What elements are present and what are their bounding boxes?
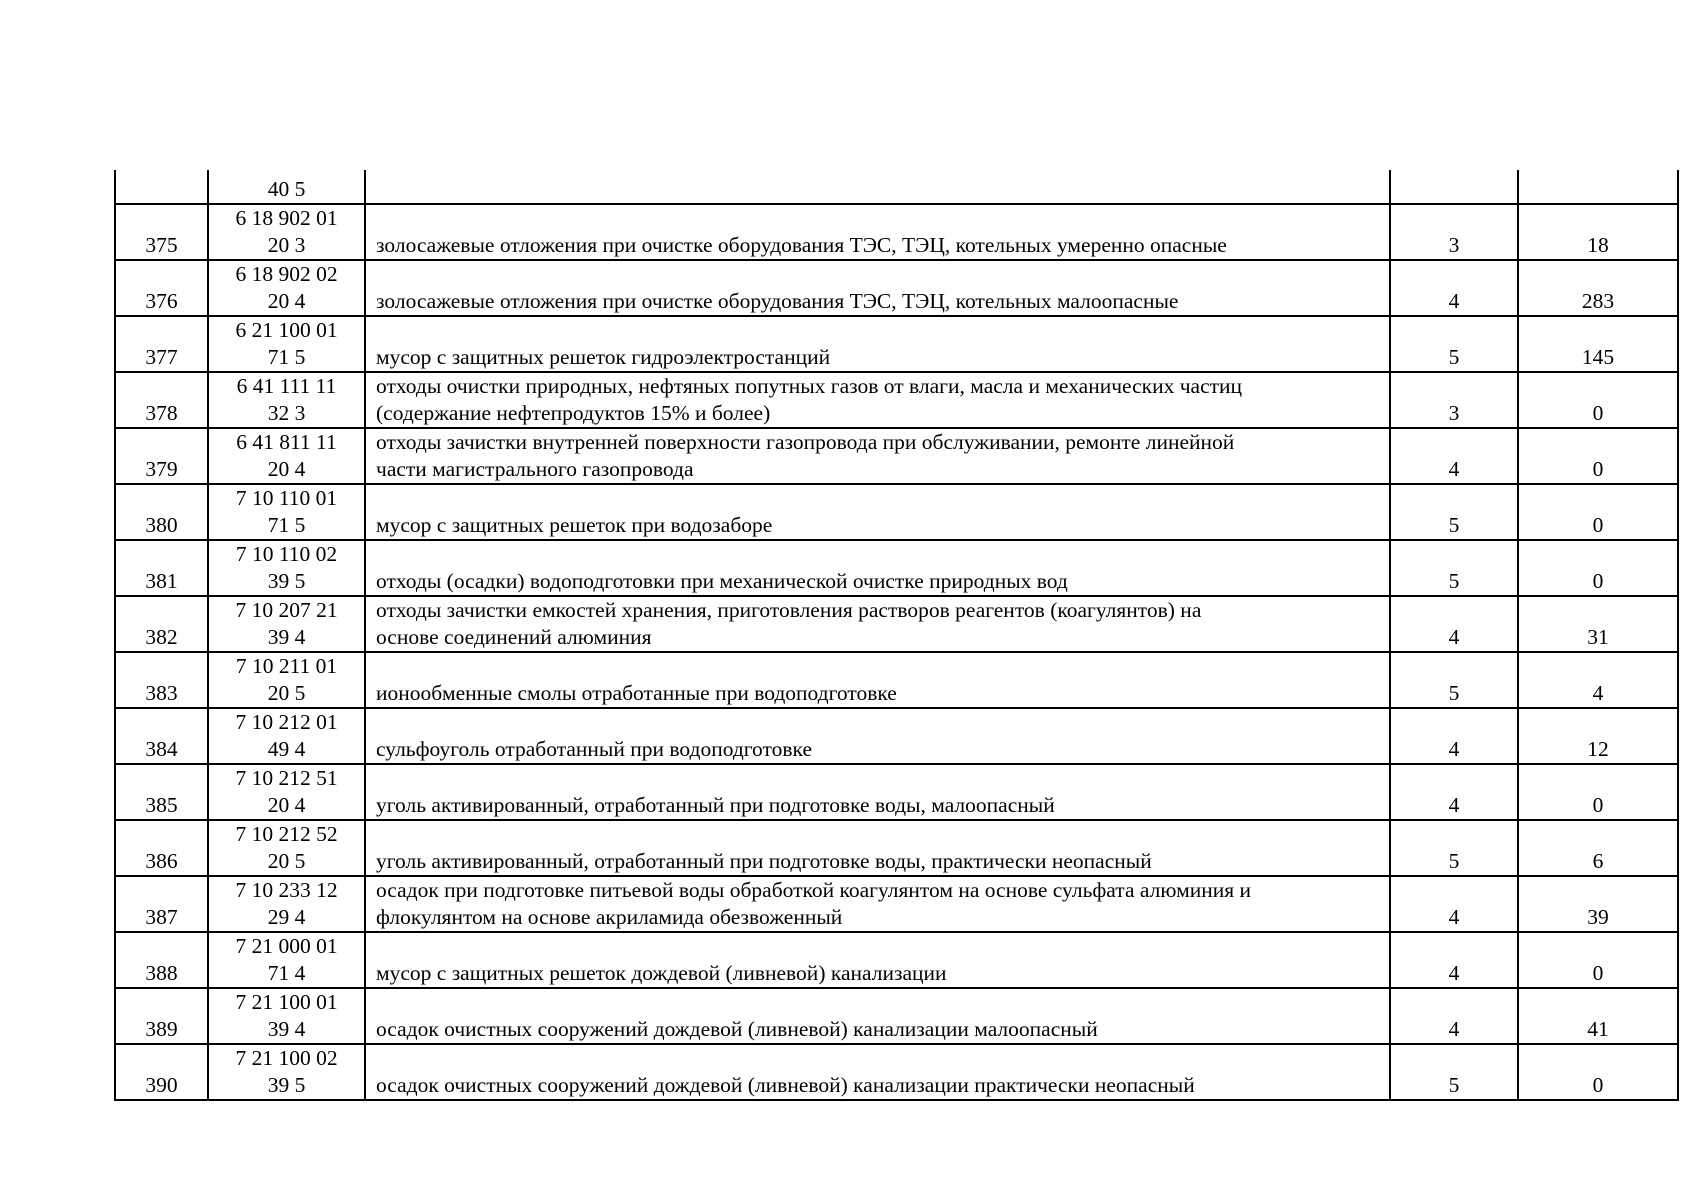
waste-name-line: сульфоуголь отработанный при водоподготовке <box>376 737 812 761</box>
waste-name-cell <box>365 764 1390 820</box>
hazard-class-cell: 4 <box>1390 708 1518 764</box>
table-row <box>115 820 1678 876</box>
row-number-cell: 390 <box>115 1044 208 1100</box>
waste-code-line: 39 4 <box>267 1017 306 1041</box>
table-row-continuation <box>115 170 1678 204</box>
waste-name-line: осадок очистных сооружений дождевой (ливневой) канализации практически неопасный <box>376 1073 1195 1097</box>
waste-name-cell <box>365 428 1390 484</box>
waste-code-cell <box>208 260 365 316</box>
table-row <box>115 484 1678 540</box>
waste-code-cell <box>208 596 365 652</box>
waste-code-line: 20 4 <box>267 793 306 817</box>
waste-name-line: основе соединений алюминия <box>376 625 652 649</box>
row-number-cell: 376 <box>115 260 208 316</box>
hazard-class-cell: 4 <box>1390 260 1518 316</box>
quantity-cell: 283 <box>1518 260 1678 316</box>
table-row <box>115 204 1678 260</box>
waste-code-cell <box>208 316 365 372</box>
waste-name-cell <box>365 652 1390 708</box>
row-number-cell: 375 <box>115 204 208 260</box>
hazard-class-cell: 3 <box>1390 204 1518 260</box>
waste-code-cell <box>208 484 365 540</box>
waste-code-line: 39 5 <box>267 569 306 593</box>
waste-name-cell <box>365 708 1390 764</box>
row-number-cell: 379 <box>115 428 208 484</box>
waste-name-cell <box>365 260 1390 316</box>
waste-code-line: 7 21 100 01 <box>235 990 338 1014</box>
waste-name-line: (содержание нефтепродуктов 15% и более) <box>376 401 771 425</box>
hazard-class-cell: 5 <box>1390 540 1518 596</box>
waste-code-line: 7 10 212 51 <box>235 766 338 790</box>
hazard-class-cell: 5 <box>1390 316 1518 372</box>
waste-code-cell <box>208 204 365 260</box>
waste-code-cell <box>208 652 365 708</box>
hazard-class-cell: 4 <box>1390 876 1518 932</box>
row-number-cell: 384 <box>115 708 208 764</box>
waste-name-line: отходы очистки природных, нефтяных попутных газов от влаги, масла и механических частиц <box>376 374 1243 398</box>
waste-code-cell <box>208 428 365 484</box>
row-number-cell: 381 <box>115 540 208 596</box>
row-number-cell: 377 <box>115 316 208 372</box>
waste-code-cell <box>208 1044 365 1100</box>
waste-code-line: 7 10 207 21 <box>235 598 338 622</box>
waste-name-line: осадок при подготовке питьевой воды обработкой коагулянтом на основе сульфата алюминия и <box>376 878 1252 902</box>
waste-code-cell <box>208 932 365 988</box>
waste-code-line: 7 10 110 01 <box>235 486 338 510</box>
waste-name-line: мусор с защитных решеток дождевой (ливневой) канализации <box>376 961 947 985</box>
waste-name-line: мусор с защитных решеток гидроэлектростанций <box>376 345 831 369</box>
waste-name-line: части магистрального газопровода <box>376 457 694 481</box>
quantity-cell: 0 <box>1518 540 1678 596</box>
table-row <box>115 988 1678 1044</box>
hazard-class-cell <box>1390 170 1518 204</box>
row-number-cell: 382 <box>115 596 208 652</box>
waste-code-line: 7 10 212 52 <box>235 822 338 846</box>
quantity-cell: 145 <box>1518 316 1678 372</box>
waste-code-line: 71 5 <box>267 345 306 369</box>
waste-name-line: золосажевые отложения при очистке оборудования ТЭС, ТЭЦ, котельных умеренно опасные <box>376 233 1227 257</box>
table-row <box>115 596 1678 652</box>
waste-name-line: отходы (осадки) водоподготовки при механической очистке природных вод <box>376 569 1068 593</box>
waste-name-cell <box>365 988 1390 1044</box>
quantity-cell: 0 <box>1518 1044 1678 1100</box>
waste-code-line: 6 41 811 11 <box>236 430 337 454</box>
hazard-class-cell: 4 <box>1390 428 1518 484</box>
waste-name-cell <box>365 596 1390 652</box>
waste-code-line: 32 3 <box>267 401 306 425</box>
table-row <box>115 1044 1678 1100</box>
waste-registry-table <box>114 170 1679 1101</box>
waste-name-cell <box>365 932 1390 988</box>
quantity-cell: 0 <box>1518 372 1678 428</box>
waste-name-line: ионообменные смолы отработанные при водоподготовке <box>376 681 897 705</box>
waste-name-line: отходы зачистки внутренней поверхности газопровода при обслуживании, ремонте линейной <box>376 430 1235 454</box>
waste-code-line: 29 4 <box>267 905 306 929</box>
waste-name-cell <box>365 484 1390 540</box>
waste-code-line: 40 5 <box>267 177 306 201</box>
hazard-class-cell: 5 <box>1390 484 1518 540</box>
waste-name-line: уголь активированный, отработанный при подготовке воды, практически неопасный <box>376 849 1152 873</box>
table-body <box>115 170 1678 1100</box>
waste-code-line: 71 5 <box>267 513 306 537</box>
row-number-cell: 387 <box>115 876 208 932</box>
waste-code-cell <box>208 764 365 820</box>
hazard-class-cell: 5 <box>1390 820 1518 876</box>
table-row <box>115 876 1678 932</box>
quantity-cell: 0 <box>1518 764 1678 820</box>
waste-name-line: осадок очистных сооружений дождевой (ливневой) канализации малоопасный <box>376 1017 1098 1041</box>
quantity-cell: 0 <box>1518 428 1678 484</box>
hazard-class-cell: 4 <box>1390 596 1518 652</box>
waste-code-line: 7 10 233 12 <box>235 878 338 902</box>
waste-code-cell <box>208 988 365 1044</box>
row-number-cell <box>115 170 208 204</box>
hazard-class-cell: 3 <box>1390 372 1518 428</box>
waste-code-line: 6 21 100 01 <box>235 318 338 342</box>
row-number-cell: 388 <box>115 932 208 988</box>
waste-code-line: 6 41 111 11 <box>236 374 337 398</box>
row-number-cell: 383 <box>115 652 208 708</box>
waste-code-line: 20 4 <box>267 289 306 313</box>
table-row <box>115 652 1678 708</box>
waste-name-cell <box>365 372 1390 428</box>
waste-name-cell <box>365 876 1390 932</box>
quantity-cell <box>1518 170 1678 204</box>
table-row <box>115 708 1678 764</box>
waste-name-line: отходы зачистки емкостей хранения, приготовления растворов реагентов (коагулянтов) на <box>376 598 1202 622</box>
hazard-class-cell: 5 <box>1390 652 1518 708</box>
row-number-cell: 378 <box>115 372 208 428</box>
waste-name-line: флокулянтом на основе акриламида обезвоженный <box>376 905 843 929</box>
quantity-cell: 41 <box>1518 988 1678 1044</box>
hazard-class-cell: 4 <box>1390 988 1518 1044</box>
waste-code-line: 39 5 <box>267 1073 306 1097</box>
waste-code-cell <box>208 170 365 204</box>
waste-name-line: уголь активированный, отработанный при подготовке воды, малоопасный <box>376 793 1055 817</box>
waste-name-cell <box>365 204 1390 260</box>
quantity-cell: 39 <box>1518 876 1678 932</box>
quantity-cell: 4 <box>1518 652 1678 708</box>
quantity-cell: 18 <box>1518 204 1678 260</box>
quantity-cell: 0 <box>1518 484 1678 540</box>
table-row <box>115 764 1678 820</box>
waste-code-line: 20 5 <box>267 681 306 705</box>
waste-code-line: 20 5 <box>267 849 306 873</box>
waste-code-line: 7 10 212 01 <box>235 710 338 734</box>
waste-name-cell <box>365 540 1390 596</box>
waste-code-line: 49 4 <box>267 737 306 761</box>
table-row <box>115 260 1678 316</box>
waste-name-cell <box>365 820 1390 876</box>
row-number-cell: 386 <box>115 820 208 876</box>
table-row <box>115 372 1678 428</box>
waste-code-line: 71 4 <box>267 961 306 985</box>
waste-name-line: золосажевые отложения при очистке оборудования ТЭС, ТЭЦ, котельных малоопасные <box>376 289 1179 313</box>
waste-name-line: мусор с защитных решеток при водозаборе <box>376 513 773 537</box>
waste-code-line: 39 4 <box>267 625 306 649</box>
table-row <box>115 316 1678 372</box>
waste-code-line: 7 21 000 01 <box>235 934 338 958</box>
hazard-class-cell: 4 <box>1390 932 1518 988</box>
waste-code-cell <box>208 372 365 428</box>
waste-name-cell <box>365 316 1390 372</box>
waste-name-cell <box>365 170 1390 204</box>
table-row <box>115 932 1678 988</box>
waste-code-cell <box>208 876 365 932</box>
waste-code-line: 7 21 100 02 <box>235 1046 338 1070</box>
table-row <box>115 428 1678 484</box>
waste-code-cell <box>208 820 365 876</box>
waste-code-cell <box>208 708 365 764</box>
waste-code-line: 6 18 902 01 <box>235 206 338 230</box>
row-number-cell: 380 <box>115 484 208 540</box>
quantity-cell: 0 <box>1518 932 1678 988</box>
waste-name-cell <box>365 1044 1390 1100</box>
quantity-cell: 31 <box>1518 596 1678 652</box>
quantity-cell: 12 <box>1518 708 1678 764</box>
waste-code-line: 7 10 110 02 <box>235 542 338 566</box>
row-number-cell: 385 <box>115 764 208 820</box>
waste-code-cell <box>208 540 365 596</box>
row-number-cell: 389 <box>115 988 208 1044</box>
waste-code-line: 7 10 211 01 <box>235 654 338 678</box>
waste-code-line: 6 18 902 02 <box>235 262 338 286</box>
waste-code-line: 20 4 <box>267 457 306 481</box>
hazard-class-cell: 5 <box>1390 1044 1518 1100</box>
hazard-class-cell: 4 <box>1390 764 1518 820</box>
quantity-cell: 6 <box>1518 820 1678 876</box>
waste-code-line: 20 3 <box>267 233 306 257</box>
table-row <box>115 540 1678 596</box>
